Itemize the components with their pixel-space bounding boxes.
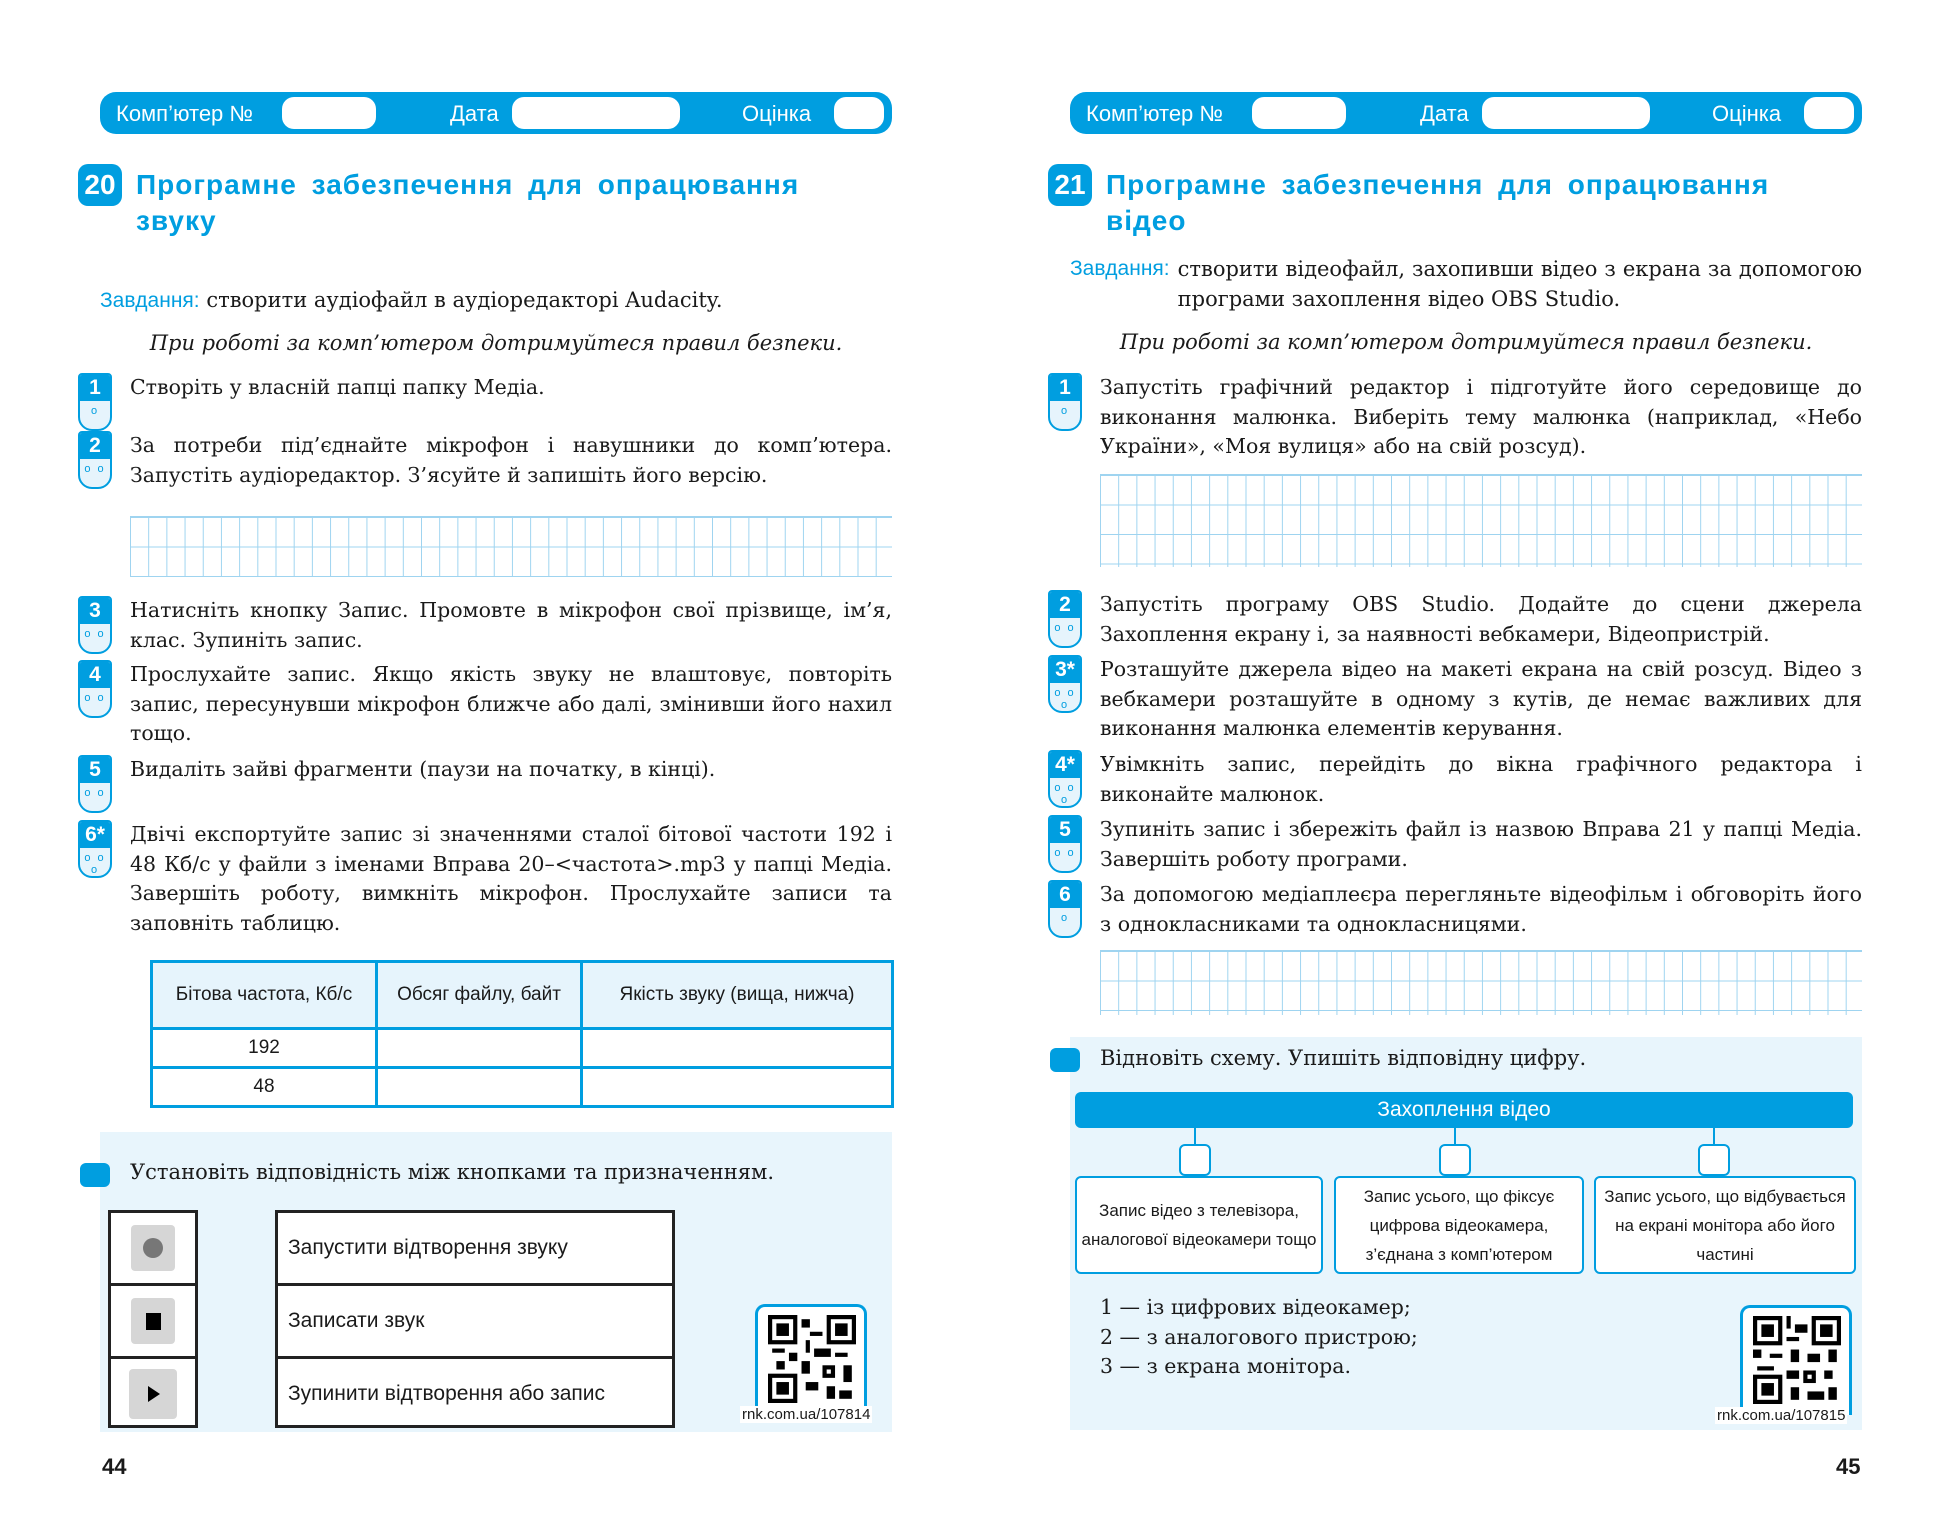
step-badge: 5 o o: [78, 755, 112, 813]
answer-slot-3[interactable]: [1698, 1144, 1730, 1176]
step-text: Натисніть кнопку Запис. Промовте в мікрофон свої прізвище, ім’я, клас. Зупиніть запис.: [130, 598, 892, 652]
answer-grid[interactable]: [1100, 474, 1862, 567]
matching-panel: [100, 1132, 892, 1432]
computer-number-field[interactable]: [282, 97, 376, 129]
description-item[interactable]: Зупинити відтворення або запис: [288, 1382, 605, 1405]
date-label: Дата: [450, 101, 499, 126]
task-text: створити відеофайл, захопивши відео з екрана за допомогою програми захоплення відео OBS Studio.: [1177, 257, 1862, 311]
step-text: Розташуйте джерела відео на макеті екрана на свій розсуд. Відео з вебкамери розташуйте в одному з кутів, де немає важливих для виконання малюнка елементів керування.: [1100, 657, 1862, 740]
lesson-title-text: Програмне забезпечення для опрацювання звуку: [136, 169, 800, 236]
scheme-panel: [1070, 1037, 1862, 1430]
connector-line: [1713, 1128, 1715, 1144]
page-number: 44: [102, 1454, 127, 1479]
table-cell-input[interactable]: [582, 1029, 893, 1068]
table-header: Бітова частота, Кб/с: [152, 962, 377, 1029]
student-info-bar: [100, 92, 892, 134]
stop-button-cell[interactable]: [111, 1286, 195, 1359]
legend-item: 1 — із цифрових відеокамер;: [1100, 1295, 1411, 1319]
play-icon: [129, 1369, 177, 1419]
answer-slot-1[interactable]: [1179, 1144, 1211, 1176]
step-badge: 1 o: [78, 373, 112, 431]
step-text: Двічі експортуйте запис зі значеннями сталої бітової частоти 192 і 48 Кб/с у файли з іменами Вправа 20–<частота>.mp3 у папці Медіа. Завершіть роботу, вимкніть мікрофон. Прослухайте записи та заповніть таблицю.: [130, 822, 892, 935]
scheme-box: Запис усього, що фіксує цифрова відеокамера, з’єднана з комп’ютером: [1334, 1176, 1584, 1274]
step-badge: 5 o o: [1048, 815, 1082, 873]
step-5: [84, 755, 892, 799]
legend-item: 3 — з екрана монітора.: [1100, 1354, 1352, 1378]
answer-grid[interactable]: [130, 516, 892, 577]
step-text: За допомогою медіаплеєра перегляньте відеофільм і обговоріть його з однокласниками та однокласницями.: [1100, 882, 1862, 936]
step-3: [84, 596, 892, 655]
task-marker-icon: [80, 1163, 110, 1187]
scheme-box: Запис усього, що відбувається на екрані монітора або його частині: [1594, 1176, 1856, 1274]
student-info-bar: [1070, 92, 1862, 134]
computer-number-field[interactable]: [1252, 97, 1346, 129]
table-header: Обсяг файлу, байт: [377, 962, 582, 1029]
grade-label: Оцінка: [742, 101, 812, 126]
lesson-title-text: Програмне забезпечення для опрацювання відео: [1106, 169, 1770, 236]
step-badge: 2 o o: [1048, 590, 1082, 648]
descriptions-column: [275, 1210, 675, 1428]
right-page: [1054, 0, 1870, 1535]
page-number: 45: [1836, 1454, 1861, 1479]
task-label: Завдання:: [100, 289, 200, 312]
step-text: Увімкніть запис, перейдіть до вікна графічного редактора і виконайте малюнок.: [1100, 752, 1862, 806]
step-6: [84, 820, 892, 938]
scheme-root: Захоплення відео: [1075, 1092, 1853, 1128]
connector-line: [1454, 1128, 1456, 1144]
step-text: Видаліть зайві фрагменти (паузи на початку, в кінці).: [130, 757, 716, 781]
step-4: [1054, 750, 1862, 809]
step-3: [1054, 655, 1862, 744]
date-field[interactable]: [512, 97, 680, 129]
answer-grid[interactable]: [1100, 950, 1862, 1015]
grade-field[interactable]: [1804, 97, 1854, 129]
scheme-instruction: Відновіть схему. Упишіть відповідну цифру.: [1100, 1046, 1587, 1070]
qr-code[interactable]: [755, 1304, 867, 1414]
description-item[interactable]: Запустити відтворення звуку: [278, 1213, 672, 1286]
play-button-cell[interactable]: [111, 1359, 195, 1429]
table-cell-input[interactable]: [377, 1068, 582, 1107]
qr-link[interactable]: rnk.com.ua/107814: [742, 1406, 871, 1423]
matching-instruction: Установіть відповідність між кнопками та призначенням.: [130, 1160, 774, 1184]
scheme-legend: [1100, 1293, 1418, 1382]
grade-label: Оцінка: [1712, 101, 1782, 126]
step-text: Запустіть графічний редактор і підготуйте його середовище до виконання малюнка. Виберіть тему малюнка (наприклад, «Небо України», «Моя вулиця» або на свій розсуд).: [1100, 375, 1862, 458]
task-marker-icon: [1050, 1048, 1080, 1072]
table-header: Якість звуку (вища, нижча): [582, 962, 893, 1029]
record-button-cell[interactable]: [111, 1213, 195, 1286]
step-text: Зупиніть запис і збережіть файл із назвою Вправа 21 у папці Медіа. Завершіть роботу програми.: [1100, 817, 1862, 871]
qr-code-icon: [768, 1315, 856, 1403]
step-badge: 6* o o o: [78, 820, 112, 878]
step-badge: 6 o: [1048, 880, 1082, 938]
step-text: Прослухайте запис. Якщо якість звуку не влаштовує, повторіть запис, пересунувши мікрофон ближче або далі, змінивши його нахил тощо.: [130, 662, 892, 745]
table-row: [152, 1029, 893, 1068]
step-badge: 3* o o o: [1048, 655, 1082, 713]
step-4: [84, 660, 892, 749]
step-badge: 1 o: [1048, 373, 1082, 431]
record-icon: [131, 1225, 175, 1271]
buttons-column: [108, 1210, 198, 1428]
safety-note: При роботі за комп’ютером дотримуйтеся правил безпеки.: [149, 331, 843, 355]
step-1: [1059, 373, 1862, 462]
lesson-number-badge: 20: [78, 164, 122, 206]
bitrate-table: [150, 960, 894, 1108]
lesson-number-badge: 21: [1048, 164, 1092, 206]
date-field[interactable]: [1482, 97, 1650, 129]
task-label: Завдання:: [1070, 257, 1170, 280]
step-badge: 3 o o: [78, 596, 112, 654]
step-6: [1059, 880, 1862, 939]
safety-note: При роботі за комп’ютером дотримуйтеся правил безпеки.: [1119, 330, 1813, 354]
stop-icon: [131, 1298, 175, 1344]
step-text: Запустіть програму OBS Studio. Додайте до сцени джерела Захоплення екрану і, за наявності вебкамери, Відеопристрій.: [1100, 592, 1862, 646]
table-cell-input[interactable]: [582, 1068, 893, 1107]
connector-line: [1194, 1128, 1196, 1144]
step-text: Створіть у власній папці папку Медіа.: [130, 375, 545, 399]
scheme-box: Запис відео з телевізора, аналогової відеокамери тощо: [1075, 1176, 1323, 1274]
computer-number-label: Комп’ютер №: [1086, 101, 1224, 126]
legend-item: 2 — з аналогового пристрою;: [1100, 1324, 1418, 1349]
grade-field[interactable]: [834, 97, 884, 129]
qr-code-icon: [1753, 1316, 1841, 1404]
qr-code[interactable]: [1740, 1305, 1852, 1415]
table-row: [152, 1068, 893, 1107]
description-item[interactable]: Записати звук: [278, 1286, 672, 1359]
step-badge: 4* o o o: [1048, 750, 1082, 808]
step-2: [1054, 590, 1862, 649]
step-5: [1054, 815, 1862, 874]
step-1: [89, 373, 892, 417]
step-text: За потреби під’єднайте мікрофон і навушники до комп’ютера. Запустіть аудіоредактор. З’ясуйте й запишіть його версію.: [130, 433, 892, 487]
table-cell: 48: [152, 1068, 377, 1107]
left-page: [84, 0, 900, 1535]
qr-link[interactable]: rnk.com.ua/107815: [1717, 1407, 1846, 1424]
step-badge: 4 o o: [78, 660, 112, 718]
answer-slot-2[interactable]: [1439, 1144, 1471, 1176]
table-cell-input[interactable]: [377, 1029, 582, 1068]
date-label: Дата: [1420, 101, 1469, 126]
table-cell: 192: [152, 1029, 377, 1068]
task-text: створити аудіофайл в аудіоредакторі Audacity.: [206, 288, 723, 312]
step-2: [84, 431, 892, 490]
task-statement: [1070, 254, 1862, 314]
task-statement: [100, 285, 892, 316]
step-badge: 2 o o: [78, 431, 112, 489]
computer-number-label: Комп’ютер №: [116, 101, 254, 126]
